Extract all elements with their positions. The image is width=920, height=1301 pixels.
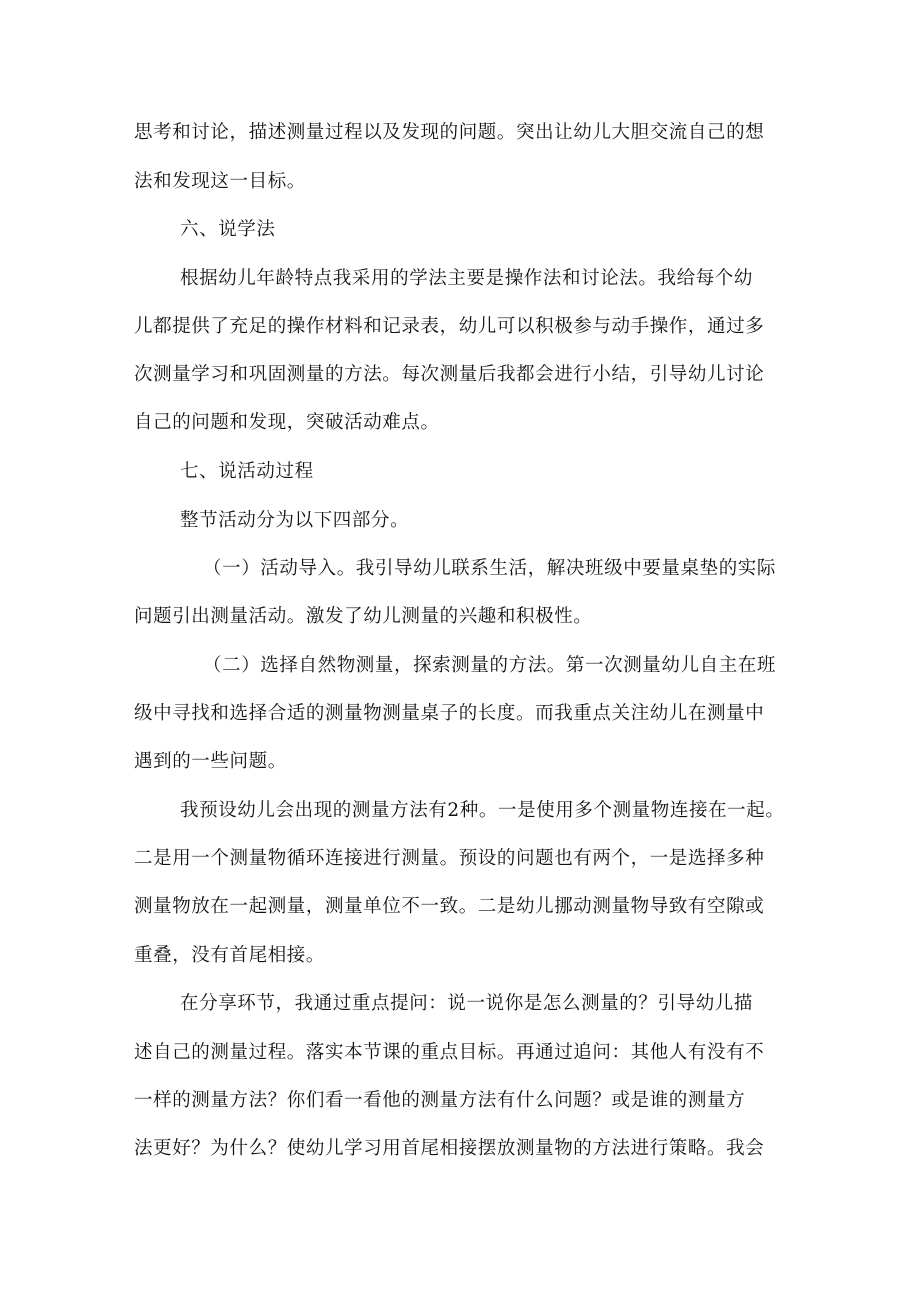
paragraph-line: 二是用一个测量物循环连接进行测量。预设的问题也有两个，一是选择多种 bbox=[134, 848, 765, 869]
paragraph-line: 自己的问题和发现，突破活动难点。 bbox=[134, 412, 440, 433]
paragraph-line: 遇到的一些问题。 bbox=[134, 751, 287, 772]
paragraph-line: 述自己的测量过程。落实本节课的重点目标。再通过追问：其他人有没有不 bbox=[134, 1042, 765, 1063]
paragraph-line: 根据幼儿年龄特点我采用的学法主要是操作法和讨论法。我给每个幼 bbox=[180, 268, 754, 289]
paragraph-line: 重叠，没有首尾相接。 bbox=[134, 945, 326, 966]
section-heading: 六、说学法 bbox=[180, 219, 276, 240]
paragraph-line: 儿都提供了充足的操作材料和记录表，幼儿可以积极参与动手操作，通过多 bbox=[134, 316, 765, 337]
paragraph-line: 思考和讨论，描述测量过程以及发现的问题。突出让幼儿大胆交流自己的想 bbox=[134, 122, 765, 143]
paragraph-line: 级中寻找和选择合适的测量物测量桌子的长度。而我重点关注幼儿在测量中 bbox=[134, 703, 765, 724]
paragraph-line: 法更好？为什么？使幼儿学习用首尾相接摆放测量物的方法进行策略。我会 bbox=[134, 1138, 765, 1159]
paragraph-line: 我预设幼儿会出现的测量方法有2种。一是使用多个测量物连接在一起。 bbox=[180, 800, 785, 821]
paragraph-line: 问题引出测量活动。激发了幼儿测量的兴趣和积极性。 bbox=[134, 606, 593, 627]
paragraph-line: 法和发现这一目标。 bbox=[134, 171, 306, 192]
section-heading: 七、说活动过程 bbox=[180, 461, 314, 482]
paragraph-line: 在分享环节，我通过重点提问：说一说你是怎么测量的？引导幼儿描 bbox=[180, 993, 754, 1014]
paragraph-line: 次测量学习和巩固测量的方法。每次测量后我都会进行小结，引导幼儿讨论 bbox=[134, 364, 765, 385]
paragraph-line: 一样的测量方法？你们看一看他的测量方法有什么问题？或是谁的测量方 bbox=[134, 1090, 746, 1111]
paragraph-line: 测量物放在一起测量，测量单位不一致。二是幼儿挪动测量物导致有空隙或 bbox=[134, 896, 765, 917]
paragraph-line: （一）活动导入。我引导幼儿联系生活，解决班级中要量桌垫的实际 bbox=[203, 558, 777, 579]
paragraph-line: 整节活动分为以下四部分。 bbox=[180, 510, 410, 531]
paragraph-line: （二）选择自然物测量，探索测量的方法。第一次测量幼儿自主在班 bbox=[203, 655, 777, 676]
